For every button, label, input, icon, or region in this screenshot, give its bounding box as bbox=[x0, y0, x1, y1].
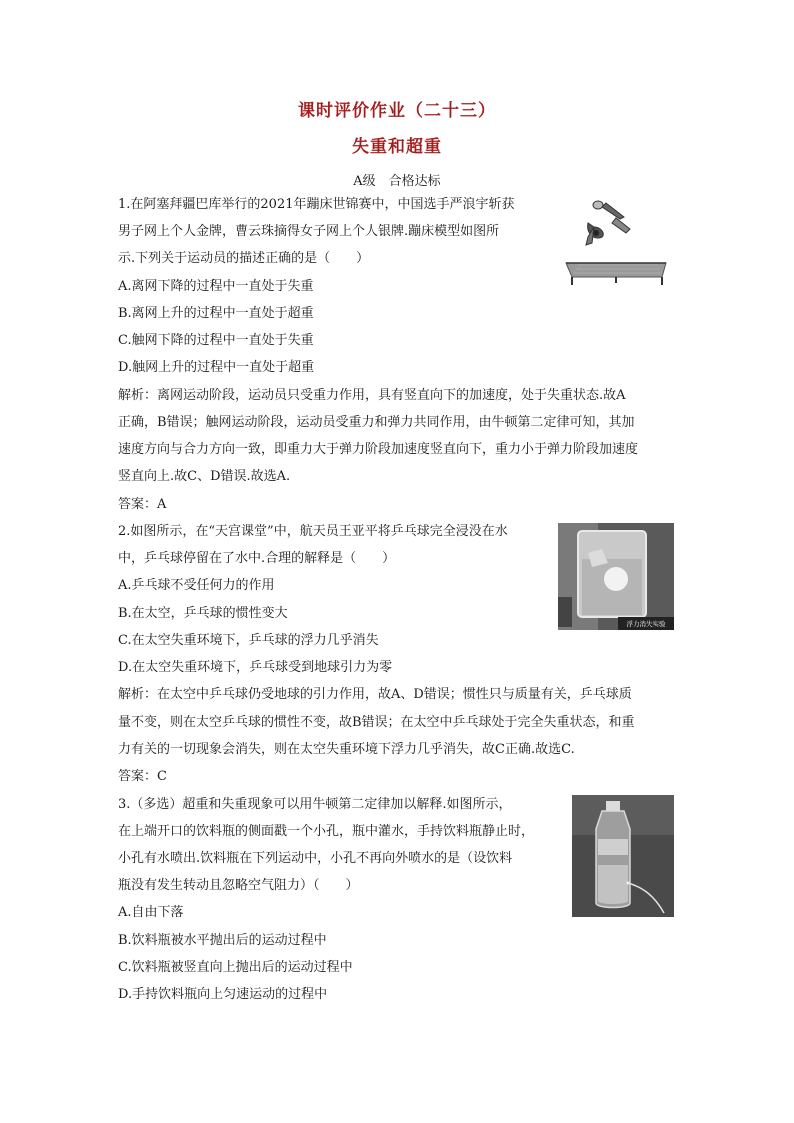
q3-stem-line: 瓶没有发生转动且忽略空气阻力）（ ） bbox=[118, 878, 359, 893]
page-title: 课时评价作业（二十三） bbox=[298, 101, 496, 121]
q1-analysis-line: 正确，B错误；触网运动阶段，运动员受重力和弹力共同作用，由牛顿第二定律可知，其加 bbox=[118, 415, 635, 430]
section-heading: A级 合格达标 bbox=[353, 174, 441, 189]
bottle-photo bbox=[572, 795, 674, 917]
q2-answer: 答案：C bbox=[118, 769, 167, 784]
q3-option-c: C.饮料瓶被竖直向上抛出后的运动过程中 bbox=[118, 960, 353, 975]
q2-analysis-line: 力有关的一切现象会消失，则在太空失重环境下浮力几乎消失，故C正确.故选C. bbox=[118, 742, 575, 757]
q2-option-d: D.在太空失重环境下，乒乓球受到地球引力为零 bbox=[118, 660, 393, 675]
q1-option-d: D.触网上升的过程中一直处于超重 bbox=[118, 360, 315, 375]
athlete-silhouette bbox=[586, 201, 630, 245]
q1-analysis-line: 竖直向上.故C、D错误.故选A. bbox=[118, 469, 291, 484]
q1-option-b: B.离网上升的过程中一直处于超重 bbox=[118, 306, 314, 321]
page-subtitle: 失重和超重 bbox=[352, 137, 442, 157]
q3-option-b: B.饮料瓶被水平抛出后的运动过程中 bbox=[118, 933, 327, 948]
photo-caption: 浮力消失实验 bbox=[626, 620, 666, 628]
q1-stem-line: 男子网上个人金牌，曹云珠摘得女子网上个人银牌.蹦床模型如图所 bbox=[118, 224, 500, 239]
q1-stem-line: 示.下列关于运动员的描述正确的是（ ） bbox=[118, 251, 370, 266]
water-bottle bbox=[596, 801, 630, 908]
q3-option-a: A.自由下落 bbox=[118, 905, 184, 920]
q1-analysis-line: 速度方向与合力方向一致，即重力大于弹力阶段加速度竖直向下，重力小于弹力阶段加速度 bbox=[118, 442, 639, 457]
trampoline-figure bbox=[558, 193, 674, 287]
q1-option-a: A.离网下降的过程中一直处于失重 bbox=[118, 279, 314, 294]
q2-stem-line: 2.如图所示，在“天宫课堂”中，航天员王亚平将乒乓球完全浸没在水 bbox=[118, 524, 508, 539]
q2-analysis-line: 解析：在太空中乒乓球仍受地球的引力作用，故A、D错误；惯性只与质量有关，乒乓球质 bbox=[118, 687, 632, 702]
q1-analysis-line: 解析：离网运动阶段，运动员只受重力作用，具有竖直向下的加速度，处于失重状态.故A bbox=[118, 388, 626, 403]
pingpong-ball bbox=[604, 567, 628, 591]
q3-stem-line: 小孔有水喷出.饮料瓶在下列运动中，小孔不再向外喷水的是（设饮料 bbox=[118, 851, 513, 866]
q1-stem-line: 1.在阿塞拜疆巴库举行的2021年蹦床世锦赛中，中国选手严浪宇斩获 bbox=[118, 197, 515, 212]
q3-stem-line: 3.（多选）超重和失重现象可以用牛顿第二定律加以解释.如图所示， bbox=[118, 797, 512, 812]
q3-stem-line: 在上端开口的饮料瓶的侧面戳一个小孔，瓶中灌水，手持饮料瓶静止时， bbox=[118, 824, 535, 839]
q2-option-b: B.在太空，乒乓球的惯性变大 bbox=[118, 606, 288, 621]
q2-stem-line: 中，乒乓球停留在了水中.合理的解释是（ ） bbox=[118, 551, 396, 566]
q2-option-a: A.乒乓球不受任何力的作用 bbox=[118, 578, 275, 593]
pingpong-water-photo bbox=[558, 523, 674, 630]
q3-option-d: D.手持饮料瓶向上匀速运动的过程中 bbox=[118, 987, 328, 1002]
q1-answer: 答案：A bbox=[118, 497, 167, 512]
q2-option-c: C.在太空失重环境下，乒乓球的浮力几乎消失 bbox=[118, 633, 379, 648]
q2-analysis-line: 量不变，则在太空乒乓球的惯性不变，故B错误；在太空中乒乓球处于完全失重状态，和重 bbox=[118, 715, 635, 730]
q1-option-c: C.触网下降的过程中一直处于失重 bbox=[118, 333, 314, 348]
